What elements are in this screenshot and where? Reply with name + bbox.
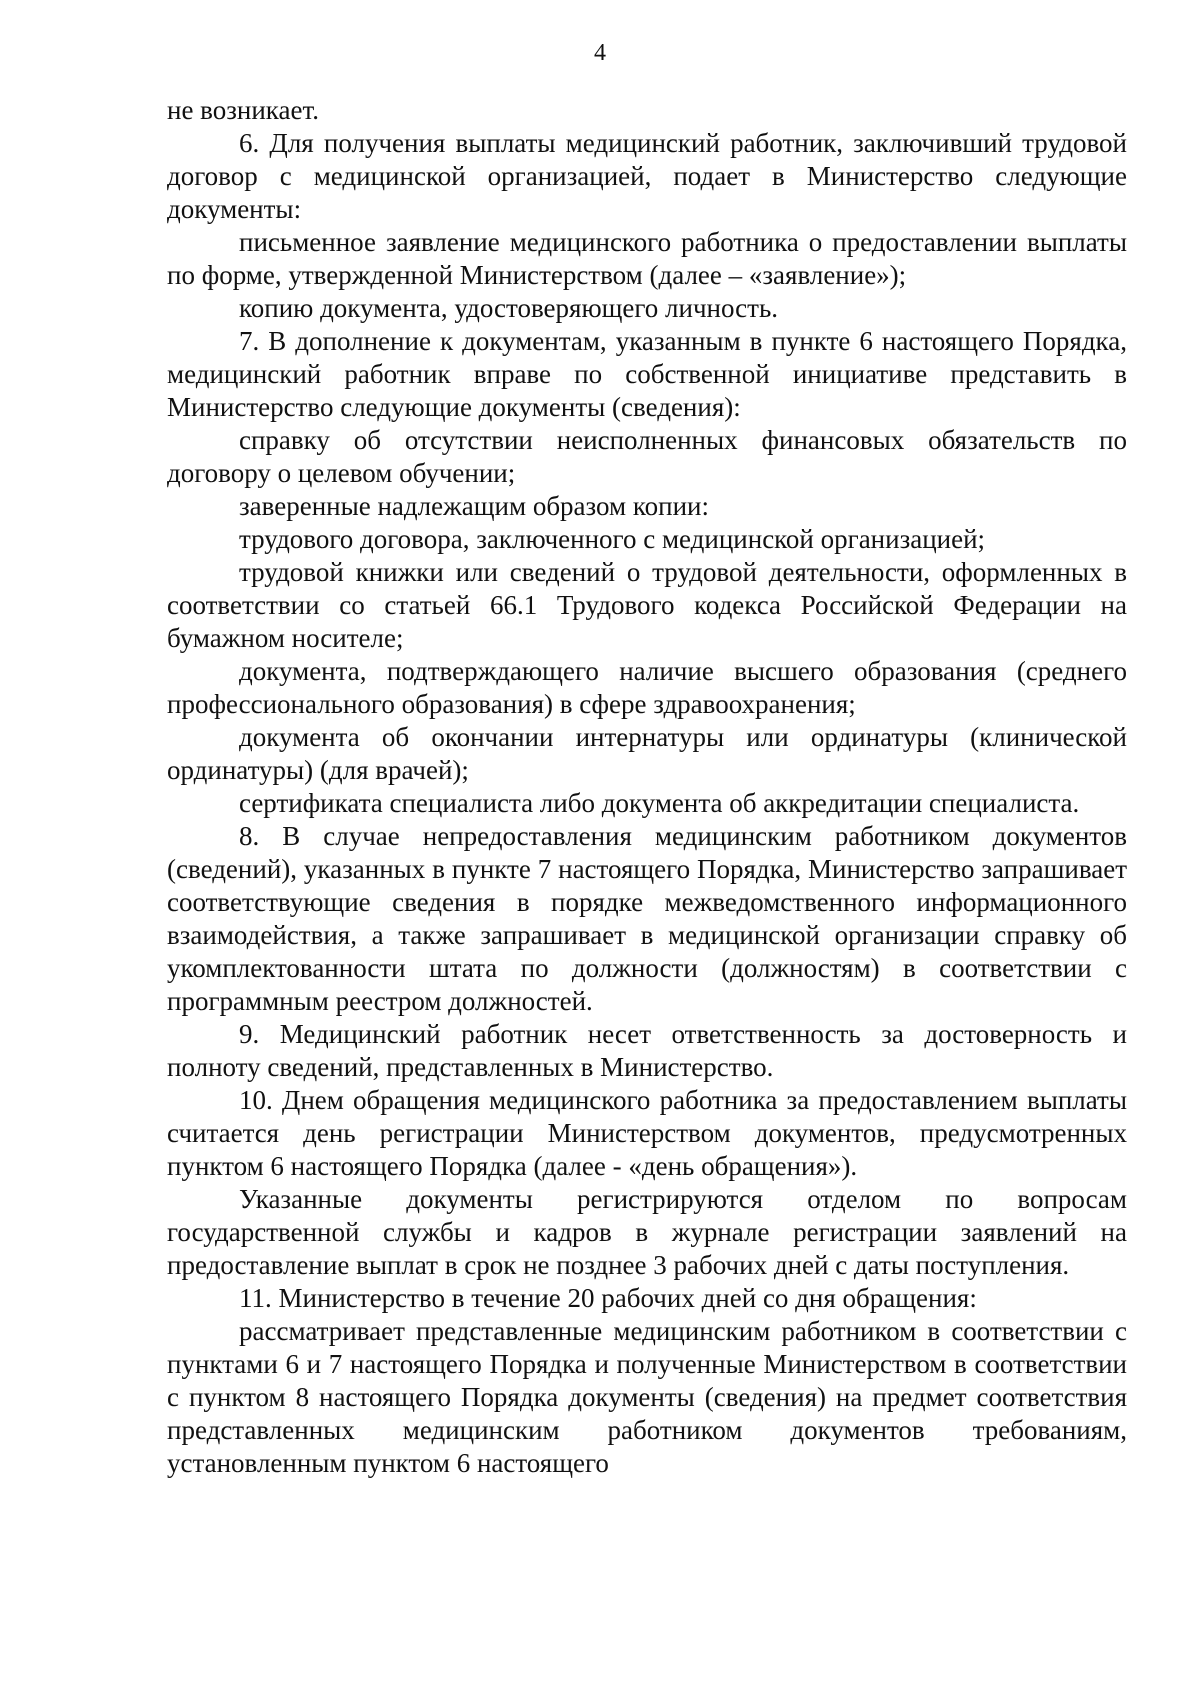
paragraph: трудового договора, заключенного с медицинской организацией;: [239, 524, 986, 554]
paragraph: 8. В случае непредоставления медицинским работником документов (сведений), указанных в пункте 7 настоящего Порядка, Министерство запрашивает соответствующие сведения в порядке межведомственного информационного взаимодействия, а также запрашивает в медицинской организации справку об укомплектованности штата по должности (должностям) в соответствии с программным реестром должностей.: [167, 821, 1127, 1016]
document-body: [167, 94, 1127, 1480]
paragraph: письменное заявление медицинского работника о предоставлении выплаты по форме, утвержденной Министерством (далее – «заявление»);: [167, 227, 1127, 290]
paragraph: 9. Медицинский работник несет ответственность за достоверность и полноту сведений, представленных в Министерство.: [167, 1019, 1127, 1082]
paragraph: 11. Министерство в течение 20 рабочих дней со дня обращения:: [239, 1283, 977, 1313]
paragraph: документа, подтверждающего наличие высшего образования (среднего профессионального образования) в сфере здравоохранения;: [167, 656, 1127, 719]
paragraph: трудовой книжки или сведений о трудовой деятельности, оформленных в соответствии со статьей 66.1 Трудового кодекса Российской Федерации на бумажном носителе;: [167, 557, 1127, 653]
paragraph: документа об окончании интернатуры или ординатуры (клинической ординатуры) (для врачей);: [167, 722, 1127, 785]
paragraph: 7. В дополнение к документам, указанным в пункте 6 настоящего Порядка, медицинский работник вправе по собственной инициативе представить в Министерство следующие документы (сведения):: [167, 326, 1127, 422]
paragraph: сертификата специалиста либо документа об аккредитации специалиста.: [239, 788, 1080, 818]
paragraph: не возникает.: [167, 95, 320, 125]
paragraph: 10. Днем обращения медицинского работника за предоставлением выплаты считается день регистрации Министерством документов, предусмотренных пунктом 6 настоящего Порядка (далее - «день обращения»).: [167, 1085, 1127, 1181]
paragraph: 6. Для получения выплаты медицинский работник, заключивший трудовой договор с медицинской организацией, подает в Министерство следующие документы:: [167, 128, 1127, 224]
paragraph: заверенные надлежащим образом копии:: [239, 491, 709, 521]
paragraph: рассматривает представленные медицинским работником в соответствии с пунктами 6 и 7 настоящего Порядка и полученные Министерством в соответствии с пунктом 8 настоящего Порядка документы (сведения) на предмет соответствия представленных медицинским работником документов требованиям, установленным пунктом 6 настоящего: [167, 1316, 1127, 1478]
page-number: 4: [594, 40, 606, 66]
paragraph: копию документа, удостоверяющего личность.: [239, 293, 779, 323]
paragraph: справку об отсутствии неисполненных финансовых обязательств по договору о целевом обучении;: [167, 425, 1127, 488]
paragraph: Указанные документы регистрируются отделом по вопросам государственной службы и кадров в журнале регистрации заявлений на предоставление выплат в срок не позднее 3 рабочих дней с даты поступления.: [167, 1184, 1127, 1280]
